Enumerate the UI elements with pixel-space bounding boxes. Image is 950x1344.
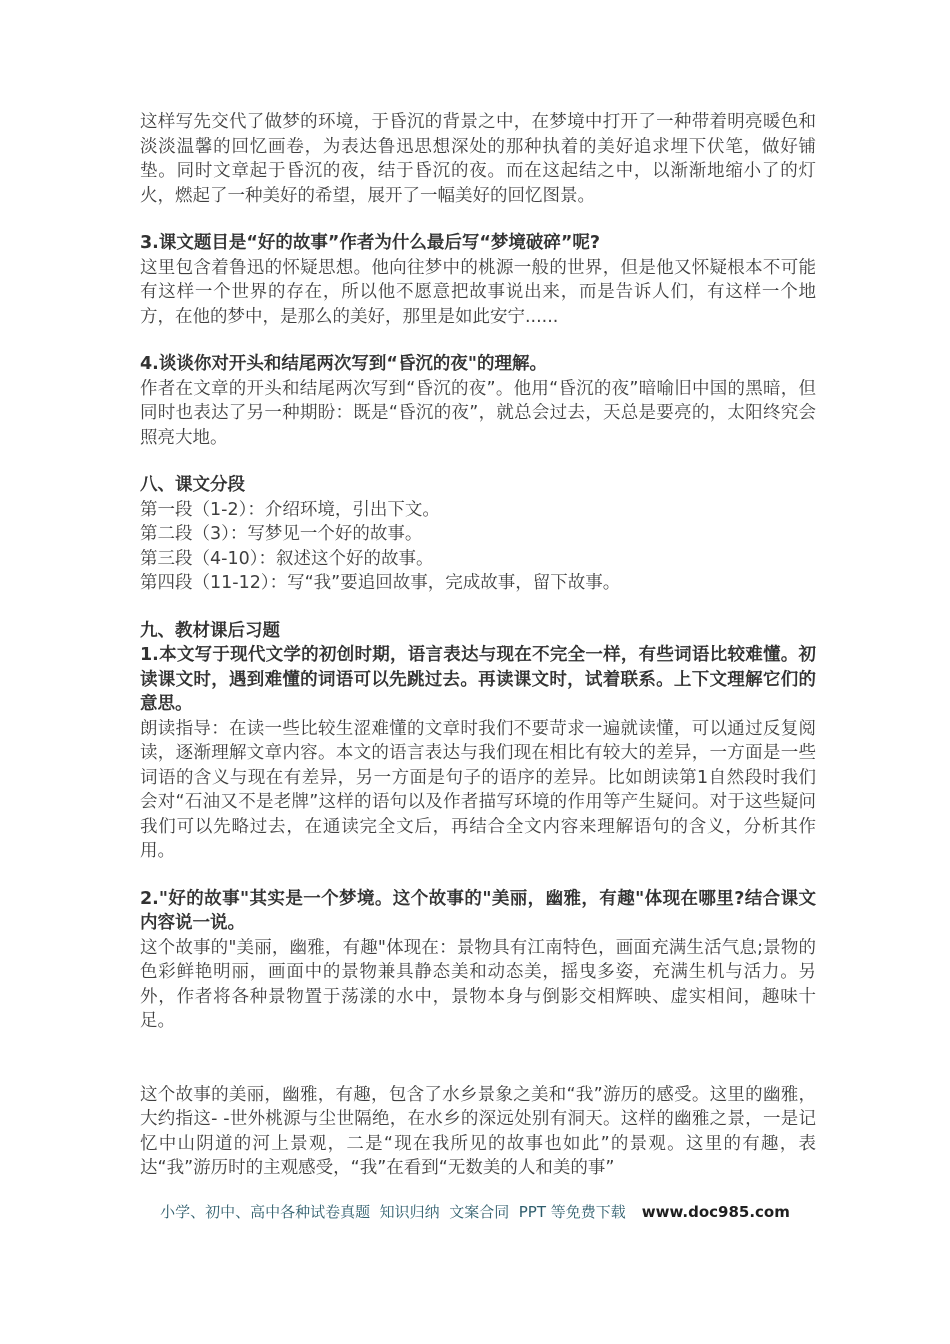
exercise-2-answer-1: 这个故事的"美丽，幽雅，有趣"体现在：景物具有江南特色，画面充满生活气息;景物的色彩鲜艳明丽，画面中的景物兼具静态美和动态美，摇曳多姿，充满生机与活力。另外，作者将各种景物置于荡漾的水中，景物本身与倒影交相辉映、虚实相间，趣味十足。	[140, 937, 816, 1031]
exercise-1-guide: 朗读指导：在读一些比较生涩难懂的文章时我们不要苛求一遍就读懂，可以通过反复阅读，逐渐理解文章内容。本文的语言表达与我们现在相比有较大的差异，一方面是一些词语的含义与现在有差异，另一方面是句子的语序的差异。比如朗读第1自然段时我们会对“石油又不是老牌”这样的语句以及作者描写环境的作用等产生疑问。对于这些疑问我们可以先略过去，在通读完全文后，再结合全文内容来理解语句的含义，分析其作用。	[140, 718, 816, 861]
question-4-heading: 4.谈谈你对开头和结尾两次写到“昏沉的夜"的理解。	[140, 354, 547, 374]
segment-3-line: 第三段（4-10）：叙述这个好的故事。	[140, 548, 434, 569]
exercise-1-heading: 1.本文写于现代文学的初创时期，语言表达与现在不完全一样，有些词语比较难懂。初读课文时，遇到难懂的词语可以先跳过去。再读课文时，试着联系。上下文理解它们的意思。	[140, 645, 816, 714]
page-footer	[0, 1201, 950, 1223]
segment-4-line: 第四段（11-12）：写“我”要追回故事，完成故事，留下故事。	[140, 573, 621, 593]
exercise-2-heading: 2."好的故事"其实是一个梦境。这个故事的"美丽，幽雅，有趣"体现在哪里?结合课文内容说一说。	[140, 888, 816, 933]
segment-1-line: 第一段（1-2）：介绍环境，引出下文。	[140, 499, 440, 520]
document-body	[140, 110, 816, 1181]
footer-note: 小学、初中、高中各种试卷真题 知识归纳 文案合同 PPT 等免费下载	[160, 1203, 626, 1221]
question-4-answer: 作者在文章的开头和结尾两次写到“昏沉的夜”。他用“昏沉的夜”暗喻旧中国的黑暗，但同时也表达了另一种期盼：既是“昏沉的夜”，就总会过去，天总是要亮的，太阳终究会照亮大地。	[140, 378, 816, 448]
footer-site-link[interactable]: www.doc985.com	[641, 1203, 790, 1221]
exercise-2-answer-2: 这个故事的美丽，幽雅，有趣，包含了水乡景象之美和“我”游历的感受。这里的幽雅，大约指这- -世外桃源与尘世隔绝，在水乡的深远处别有洞天。这样的幽雅之景，一是记忆中山阴道的河上景观，二是“现在我所见的故事也如此”的景观。这里的有趣，表达“我”游历时的主观感受，“我”在看到“无数美的人和美的事”	[140, 1084, 816, 1178]
segment-2-line: 第二段（3）：写梦见一个好的故事。	[140, 524, 423, 544]
section-9-heading: 九、教材课后习题	[140, 620, 280, 641]
question-3-heading: 3.课文题目是“好的故事”作者为什么最后写“梦境破碎”呢?	[140, 233, 600, 253]
paragraph-dream-setting: 这样写先交代了做梦的环境，于昏沉的背景之中，在梦境中打开了一种带着明亮暖色和淡淡温馨的回忆画卷，为表达鲁迅思想深处的那种执着的美好追求埋下伏笔，做好铺垫。同时文章起于昏沉的夜，结于昏沉的夜。而在这起结之中，以渐渐地缩小了的灯火，燃起了一种美好的希望，展开了一幅美好的回忆图景。	[140, 112, 816, 206]
question-3-answer: 这里包含着鲁迅的怀疑思想。他向往梦中的桃源一般的世界，但是他又怀疑根本不可能有这样一个世界的存在，所以他不愿意把故事说出来，而是告诉人们，有这样一个地方，在他的梦中，是那么的美好，那里是如此安宁......	[140, 257, 816, 327]
section-8-heading: 八、课文分段	[140, 475, 245, 495]
